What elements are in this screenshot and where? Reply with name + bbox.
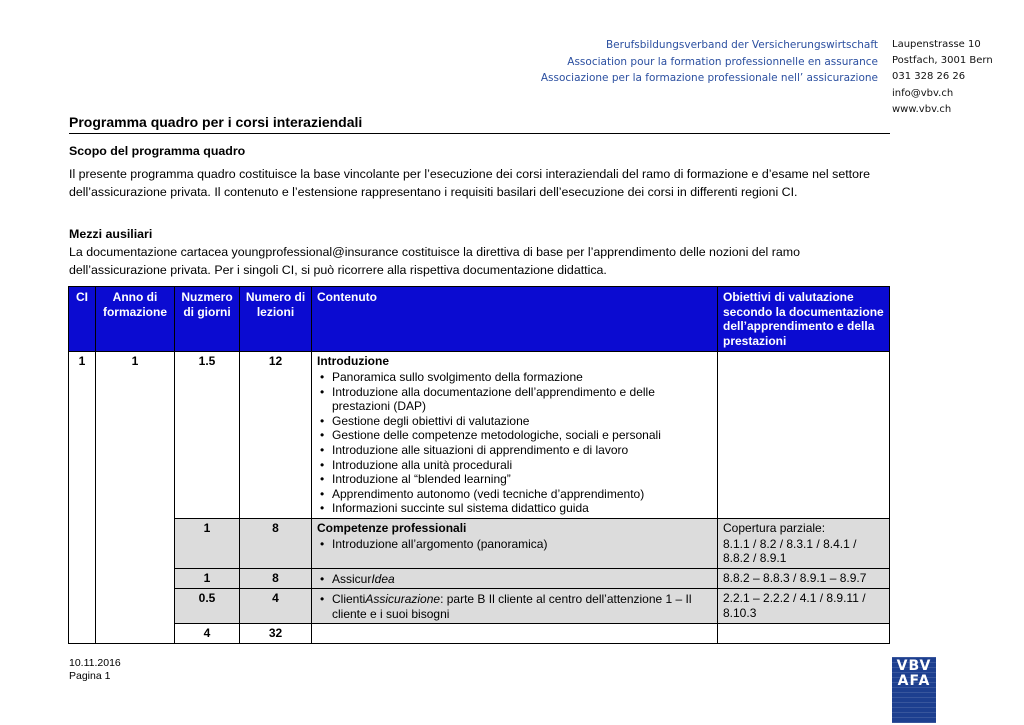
document-title: Programma quadro per i corsi interaziendali — [69, 114, 363, 130]
cell-days: 0.5 — [175, 589, 240, 624]
list-item: • Introduzione alle situazioni di apprendimento e di lavoro — [332, 443, 712, 458]
cell-objectives — [718, 518, 890, 568]
address-postbox: Postfach, 3001 Bern — [892, 55, 993, 67]
title-divider — [69, 133, 890, 134]
table-header-row — [69, 287, 890, 352]
header-lessons: Numero di lezioni — [240, 287, 312, 352]
list-item — [332, 592, 712, 621]
page-footer — [69, 657, 121, 683]
cell-days: 1 — [175, 568, 240, 589]
cell-ci: 1 — [69, 352, 96, 644]
topic-list — [317, 370, 712, 516]
cell-content — [312, 568, 718, 589]
cell-days: 1 — [175, 518, 240, 568]
objectives-label: Copertura parziale: — [723, 520, 826, 535]
cell-year: 1 — [96, 352, 175, 644]
list-item: • Gestione degli obiettivi di valutazione — [332, 414, 712, 429]
cell-objectives: 2.2.1 – 2.2.2 / 4.1 / 8.9.11 / 8.10.3 — [718, 589, 890, 624]
org-name-it: Associazione per la formazione professionale nell’ assicurazione — [540, 72, 878, 84]
table-row — [69, 624, 890, 644]
header-year: Anno di formazione — [96, 287, 175, 352]
content-title: Competenze professionali — [317, 520, 467, 535]
email-address: info@vbv.ch — [892, 87, 954, 99]
item-text: Assicur — [332, 571, 372, 586]
item-text: : parte B Il cliente al centro dell’attenzione 1 – Il cliente e i suoi bisogni — [332, 592, 692, 621]
cell-content — [312, 518, 718, 568]
cell-lessons: 4 — [240, 589, 312, 624]
item-text-italic: Idea — [371, 571, 395, 586]
cell-content — [312, 352, 718, 519]
content-title: Introduzione — [317, 354, 389, 369]
website-url: www.vbv.ch — [892, 103, 952, 115]
topic-list — [317, 537, 712, 552]
cell-lessons: 12 — [240, 352, 312, 519]
list-item: • Introduzione all’argomento (panoramica) — [332, 537, 712, 552]
contact-details — [892, 37, 1022, 118]
cell-objectives — [718, 352, 890, 519]
footer-date: 10.11.2016 — [69, 657, 121, 669]
list-item: • Informazioni succinte sul sistema didattico guida — [332, 501, 712, 516]
cell-objectives: 8.8.2 – 8.8.3 / 8.9.1 – 8.9.7 — [718, 568, 890, 589]
logo-line-2: AFA — [897, 673, 931, 689]
header-days: Nuzmero di giorni — [175, 287, 240, 352]
item-text-italic: Assicurazione — [365, 592, 441, 607]
topic-list — [317, 592, 712, 621]
list-item — [332, 572, 712, 587]
cell-lessons: 8 — [240, 568, 312, 589]
org-name-de: Berufsbildungsverband der Versicherungswirtschaft — [605, 39, 878, 51]
organization-names — [540, 37, 878, 87]
objectives-codes: 8.1.1 / 8.2 / 8.3.1 / 8.4.1 / 8.8.2 / 8.9.1 — [723, 536, 857, 566]
cell-content — [312, 589, 718, 624]
scope-heading: Scopo del programma quadro — [69, 144, 246, 158]
topic-list — [317, 572, 712, 587]
list-item: • Introduzione alla documentazione dell’apprendimento e delle prestazioni (DAP) — [332, 385, 712, 414]
header-content: Contenuto — [312, 287, 718, 352]
list-item: • Gestione delle competenze metodologiche, sociali e personali — [332, 428, 712, 443]
table-row — [69, 568, 890, 589]
list-item: • Introduzione al “blended learning” — [332, 472, 712, 487]
cell-lessons: 8 — [240, 518, 312, 568]
cell-days: 1.5 — [175, 352, 240, 519]
phone-number: 031 328 26 26 — [892, 71, 966, 83]
scope-section — [69, 142, 889, 201]
cell-content — [312, 624, 718, 644]
table-row — [69, 352, 890, 519]
header-objectives: Obiettivi di valutazione secondo la documentazione dell’apprendimento e della prestazioni — [718, 287, 890, 352]
logo-line-1: VBV — [896, 658, 932, 674]
table-row — [69, 518, 890, 568]
org-name-fr: Association pour la formation professionnelle en assurance — [567, 55, 878, 68]
address-street: Laupenstrasse 10 — [892, 39, 981, 50]
list-item: • Apprendimento autonomo (vedi tecniche d’apprendimento) — [332, 487, 712, 502]
aids-heading: Mezzi ausiliari — [69, 227, 153, 241]
list-item: • Panoramica sullo svolgimento della formazione — [332, 370, 712, 385]
cell-days-total: 4 — [175, 624, 240, 644]
aids-section — [69, 225, 889, 279]
table-row — [69, 589, 890, 624]
vbv-logo — [892, 657, 936, 723]
cell-lessons-total: 32 — [240, 624, 312, 644]
aids-text: La documentazione cartacea youngprofessional@insurance costituisce la direttiva di base per l’apprendimento delle nozioni del ramo dell’assicurazione privata. Per i singoli CI, si può ricorrere alla rispettiva documentazione didattica. — [69, 245, 800, 277]
footer-page-number: Pagina 1 — [69, 670, 111, 682]
list-item: • Introduzione alla unità procedurali — [332, 458, 712, 473]
program-table — [68, 286, 890, 644]
scope-text: Il presente programma quadro costituisce la base vincolante per l’esecuzione dei corsi interaziendali del ramo di formazione e d’esame nel settore dell’assicurazione privata. Il contenuto e l’estensione rappresentano i requisiti basilari dell’esecuzione dei corsi in differenti regioni CI. — [69, 167, 870, 199]
item-text: Clienti — [332, 592, 366, 607]
cell-objectives — [718, 624, 890, 644]
header-ci: CI — [69, 287, 96, 352]
